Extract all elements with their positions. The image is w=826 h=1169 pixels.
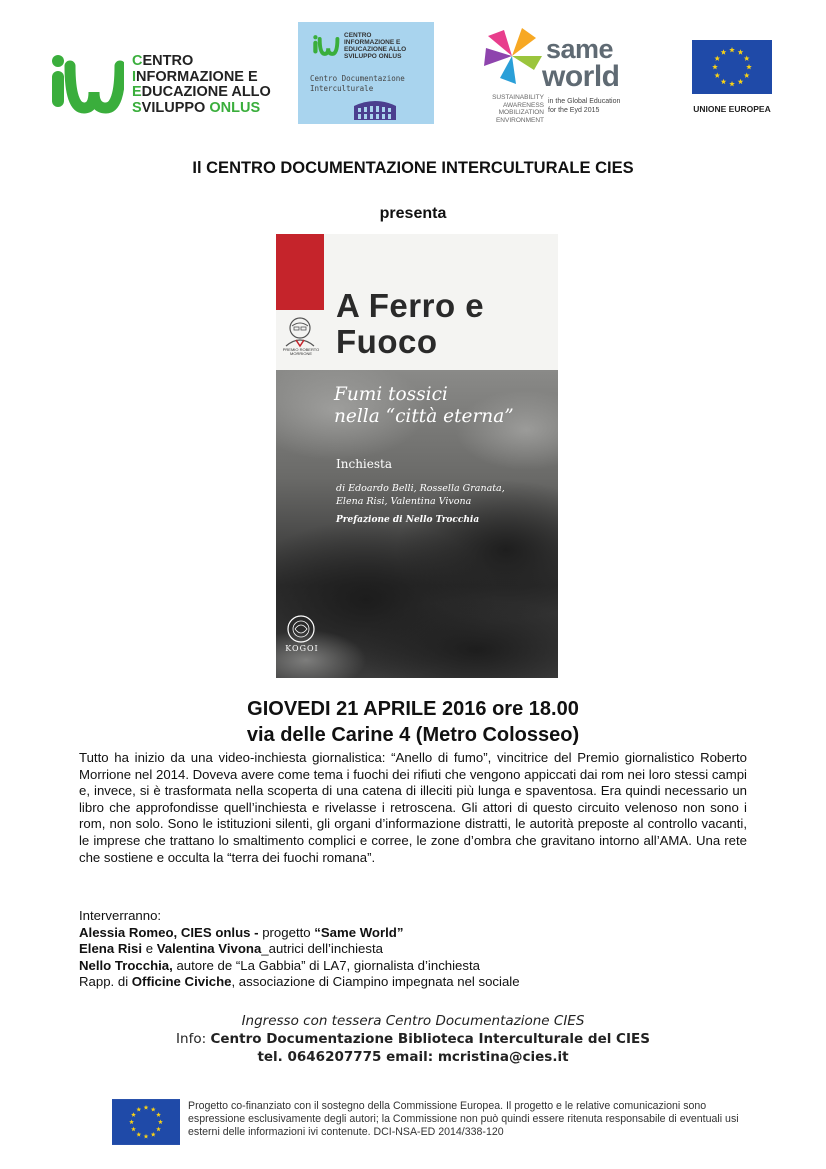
info-block bbox=[0, 1012, 826, 1066]
speaker-name: Officine Civiche bbox=[131, 974, 232, 990]
book-genre: Inchiesta bbox=[336, 457, 392, 471]
colosseum-icon bbox=[352, 98, 398, 122]
same-world-edu bbox=[548, 98, 620, 115]
cies-logo-line bbox=[132, 101, 271, 117]
rest: DUCAZIONE ALLO bbox=[141, 84, 271, 100]
subtitle-line: Fumi tossici bbox=[334, 384, 448, 405]
speaker-prefix: Rapp. di bbox=[79, 974, 132, 990]
info-line bbox=[0, 1030, 826, 1048]
same-word: same bbox=[546, 34, 614, 64]
speaker-item bbox=[79, 941, 747, 958]
tag: ENVIRONMENT bbox=[495, 116, 544, 124]
eu-logo bbox=[682, 30, 786, 122]
speaker-item bbox=[79, 974, 747, 991]
cdi-mini-line: SVILUPPO ONLUS bbox=[344, 53, 402, 60]
tag: MOBILIZATION bbox=[498, 109, 544, 116]
info-label: Info: bbox=[176, 1031, 211, 1047]
entry-note bbox=[0, 1012, 826, 1030]
book-title-line: Fuoco bbox=[336, 323, 438, 360]
initial: S bbox=[132, 99, 142, 116]
speaker-project: “Same World” bbox=[314, 924, 404, 940]
tag: AWARENESS bbox=[502, 101, 544, 109]
award-label: PREMIO ROBERTO MORRIONE bbox=[282, 347, 320, 356]
speaker-item bbox=[79, 958, 747, 975]
book-title bbox=[336, 288, 484, 360]
speaker-role: progetto bbox=[258, 924, 315, 940]
speaker-name: Elena Risi bbox=[79, 941, 143, 957]
edu-line: in the Global Education bbox=[548, 98, 621, 105]
eu-flag-icon bbox=[692, 40, 772, 94]
book-authors bbox=[336, 482, 505, 508]
book-cover bbox=[276, 234, 558, 678]
cdi-logo bbox=[298, 22, 434, 124]
book-preface: Prefazione di Nello Trocchia bbox=[336, 515, 480, 525]
cies-iw-mark-small bbox=[310, 34, 340, 56]
world-word: world bbox=[542, 60, 620, 93]
speaker-role: _autrici dell’inchiesta bbox=[261, 941, 383, 957]
cdi-mini-line: EDUCAZIONE ALLO bbox=[344, 46, 407, 53]
publisher-logo-icon bbox=[286, 614, 316, 644]
speaker-role: autore de “La Gabbia” di LA7, giornalista d’inchiesta bbox=[172, 957, 480, 973]
event-date: GIOVEDI 21 APRILE 2016 ore 18.00 bbox=[247, 698, 579, 720]
rest: ENTRO bbox=[142, 53, 194, 69]
speaker-role: , associazione di Ciampino impegnata nel sociale bbox=[231, 974, 520, 990]
rest: VILUPPO bbox=[141, 99, 210, 116]
cies-logo-line bbox=[132, 85, 271, 101]
onlus: ONLUS bbox=[209, 99, 261, 116]
cies-logo-name bbox=[132, 54, 271, 116]
presenta-text: presenta bbox=[379, 205, 447, 222]
cover-red-block bbox=[276, 234, 324, 310]
cdi-mini-line: CENTRO bbox=[344, 32, 372, 39]
same-world-flower-icon bbox=[482, 26, 544, 86]
cies-logo bbox=[46, 50, 286, 120]
cies-logo-line bbox=[132, 70, 271, 86]
event-description: Tutto ha inizio da una video-inchiesta giornalistica: “Anello di fumo”, vincitrice del Premio giornalistico Roberto Morrione nel 2014. Doveva avere come tema i fuochi dei rifiuti che vengono appiccati dai rom nei loro stessi campi e, invece, si è trasformata nella scoperta di una catena di illeciti più lunga e spaventosa. Era quindi necessario un libro che approfondisse quell’inchiesta e rivelasse i retroscena. Gli attori di questo circuito velenoso non sono i rom, non solo. Sono le istituzioni silenti, gli organi d’informazione distratti, le autorità preposte al controllo vacanti, le imprese che trattano lo smaltimento complici e corree, le zone d’ombra che gravitano intorno all’AMA. Una rete che sostiene e occulta la “terra dei fuochi romana”. bbox=[79, 750, 747, 865]
rest: NFORMAZIONE E bbox=[136, 68, 258, 85]
book-subtitle bbox=[334, 384, 514, 428]
same-world-logo bbox=[472, 22, 638, 126]
initial: I bbox=[132, 68, 137, 85]
speaker-name: Valentina Vivona bbox=[156, 941, 262, 957]
authors-line: di Edoardo Belli, Rossella Granata, bbox=[336, 483, 505, 494]
speakers-list bbox=[79, 908, 747, 991]
initial: E bbox=[132, 84, 142, 100]
book-title-line: A Ferro e bbox=[336, 287, 485, 324]
speaker-name: Alessia Romeo, CIES onlus - bbox=[79, 924, 259, 940]
contacts-text: tel. 0646207775 email: mcristina@cies.it bbox=[257, 1049, 569, 1065]
subtitle-line: nella “città eterna” bbox=[334, 406, 514, 427]
speakers-heading: Interverranno: bbox=[79, 908, 162, 923]
speaker-name: Nello Trocchia, bbox=[79, 957, 173, 973]
edu-line: for the Eyd 2015 bbox=[548, 106, 600, 114]
cdi-mini-name bbox=[344, 32, 406, 60]
cdi-logo-text: Centro Documentazione Interculturale bbox=[310, 74, 405, 93]
eu-label: UNIONE EUROPEA bbox=[693, 104, 771, 114]
entry-text: Ingresso con tessera Centro Documentazione CIES bbox=[241, 1013, 585, 1029]
cies-iw-mark bbox=[46, 52, 124, 114]
speaker-item bbox=[79, 925, 747, 942]
page-title: Il CENTRO DOCUMENTAZIONE INTERCULTURALE CIES bbox=[192, 159, 634, 177]
cies-logo-line bbox=[132, 54, 271, 70]
initial: C bbox=[132, 53, 143, 69]
tag: SUSTAINABILITY bbox=[492, 94, 544, 101]
speaker-conj: e bbox=[142, 941, 157, 957]
publisher-name: KOGOI bbox=[285, 644, 319, 653]
footer-eu-flag-icon bbox=[112, 1099, 180, 1145]
cdi-mini-line: INFORMAZIONE E bbox=[344, 39, 401, 46]
footer-disclaimer: Progetto co-finanziato con il sostegno della Commissione Europea. Il progetto e le relative comunicazioni sono espressione esclusivamente degli autori; la Commissione non può quindi essere ritenuta responsabile di eventuali usi esterni delle informazioni ivi contenute. DCI-NSA-ED 2014/338-120 bbox=[188, 1100, 739, 1139]
same-world-tags bbox=[480, 94, 544, 124]
contacts-line bbox=[0, 1048, 826, 1066]
info-org: Centro Documentazione Biblioteca Interculturale del CIES bbox=[210, 1031, 650, 1047]
authors-line: Elena Risi, Valentina Vivona bbox=[336, 496, 472, 507]
event-place: via delle Carine 4 (Metro Colosseo) bbox=[246, 724, 580, 746]
